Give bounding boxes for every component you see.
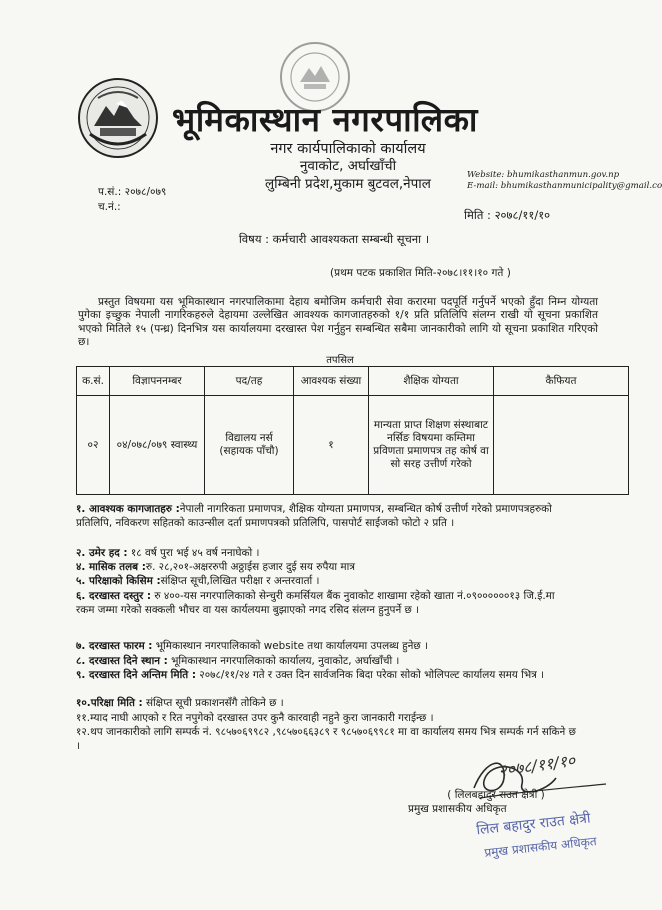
- notice-subject: विषय : कर्मचारी आवश्यकता सम्बन्धी सूचना ।: [238, 232, 430, 246]
- cell-adno: ०४/०७८/०७९ स्वास्थ्य: [110, 396, 205, 495]
- col-count: आवश्यक संख्या: [294, 367, 369, 396]
- table-header-row: [77, 367, 629, 396]
- col-adno: विज्ञापननम्बर: [110, 367, 205, 396]
- cell-sn: ०२: [77, 396, 110, 495]
- requirement-label: ९. दरखास्त दिने अन्तिम मिति :: [76, 669, 196, 681]
- signatory-name: ( लिलबहादुर राउत क्षेत्री ): [447, 789, 545, 801]
- letter-number: प.सं.: २०७८/०७९: [98, 186, 167, 198]
- table-row: [77, 396, 629, 495]
- dispatch-number: च.नं.:: [98, 201, 121, 213]
- stamp-signatory-title: प्रमुख प्रशासकीय अधिकृत: [483, 834, 598, 860]
- requirement-label: १०.परिक्षा मिति :: [76, 697, 143, 709]
- requirement-label: २. उमेर हद :: [76, 547, 128, 559]
- col-post: पद/तह: [205, 367, 294, 396]
- signatory-title: प्रमुख प्रशासकीय अधिकृत: [408, 803, 507, 815]
- requirement-label: १. आवश्यक कागजातहरु :: [76, 503, 180, 515]
- requirement-text: १२.थप जानकारीको लागि सम्पर्क नं. ९८५७०६९९८२ ,९८५७०६६३८९ र ९८५७०६९९८१ मा वा कार्यालय समय भित्र सम्पर्क गर्न सकिने छ ।: [76, 726, 576, 752]
- requirement-text: रु ४००-यस नगरपालिकाको सेन्चुरी कमर्सियल बैंक नुवाकोट शाखामा रहेको खाता नं.०९००००००१३ जि.ई.मा रकम जम्मा गरेको सक्कली भौचर वा यस कार्यलयमा बुझाएको नगद रसिद संलग्न हुनुपर्ने छ ।: [76, 590, 555, 616]
- notice-body-text: प्रस्तुत विषयमा यस भूमिकास्थान नगरपालिकामा देहाय बमोजिम कर्मचारी सेवा करारमा पदपूर्ति गर्नुपर्ने भएको हुँदा निम्न योग्यता पुगेका इच्छुक नेपाली नागरिकहरुले देहायमा उल्लेखित आवश्यक कागजातहरुको १/१ प्रति प्रतिलिपि संलग्न राखी यो सूचना प्रकाशित भएको मितिले १५ (पन्ध्र) दिनभित्र यस कार्यालयमा दरखास्त पेश गर्नुहुन सम्बन्धित सबैमा जानकारीको लागि यो सूचना प्रकाशित गरिएको छ।: [78, 296, 598, 349]
- requirement-item: [76, 655, 576, 669]
- requirement-label: ५. परिक्षाको किसिम :: [76, 575, 161, 587]
- website-text: Website: bhumikasthanmun.gov.np: [467, 170, 620, 180]
- notice-body: [78, 296, 598, 350]
- requirement-text: भूमिकास्थान नगरपालिकाको website तथा कार्यालयमा उपलब्ध हुनेछ ।: [152, 640, 428, 652]
- office-address: नुवाकोट, अर्घाखाँची: [299, 158, 397, 174]
- requirement-item: [76, 547, 576, 561]
- requirement-label: ६. दरखास्त दस्तुर :: [76, 590, 152, 602]
- requirement-text: संक्षिप्त सूची प्रकाशनसँगै तोकिने छ ।: [142, 697, 284, 709]
- requirement-item: [76, 575, 576, 589]
- requirement-label: ७. दरखास्त फारम :: [76, 640, 153, 652]
- publish-date-note: (प्रथम पटक प्रकाशित मिति-२०७८।११।१० गते ): [330, 267, 511, 279]
- cell-post: विद्यालय नर्स (सहायक पाँचौ): [205, 396, 294, 495]
- requirement-text: नेपाली नागरिकता प्रमाणपत्र, शैक्षिक योग्यता प्रमाणपत्र, सम्बन्धित कोर्ष उत्तीर्ण गरेको प्रमाणपत्रहरुको प्रतिलिपि, नविकरण सहितको काउन्सील दर्ता प्रमाणपत्रको प्रतिलिपि, पासपोर्ट साईजको फोटो २ प्रति ।: [76, 503, 552, 529]
- nepal-emblem-logo: [76, 76, 160, 160]
- requirement-item: [76, 640, 576, 654]
- requirement-label: ४. मासिक तलब :: [76, 561, 146, 573]
- office-province: लुम्बिनी प्रदेश,मुकाम बुटवल,नेपाल: [265, 176, 431, 192]
- stamp-signatory-name: लिल बहादुर राउत क्षेत्री: [475, 810, 592, 839]
- requirement-text: भूमिकास्थान नगरपालिकाको कार्यालय, नुवाकोट, अर्घाखाँची ।: [167, 655, 400, 667]
- requirement-item: [76, 712, 576, 726]
- requirement-label: ८. दरखास्त दिने स्थान :: [76, 655, 168, 667]
- signature-date: २०७८/११/१०: [497, 750, 577, 781]
- contact-info: [467, 170, 662, 192]
- cell-remarks: [494, 396, 629, 495]
- cell-qualification: मान्यता प्राप्त शिक्षण संस्थाबाट नर्सिङ विषयमा कम्तिमा प्रविणता प्रमाणपत्र तह कोर्ष वा सो सरह उत्तीर्ण गरेको: [369, 396, 494, 495]
- requirement-item: [76, 561, 576, 575]
- notice-date: मिति : २०७८/११/१०: [464, 208, 551, 222]
- requirement-item: [76, 697, 576, 711]
- col-qualification: शैक्षिक योग्यता: [369, 367, 494, 396]
- requirement-text: १८ वर्ष पुरा भई ४५ वर्ष ननाघेको ।: [127, 547, 260, 559]
- col-remarks: कैफियत: [494, 367, 629, 396]
- requirement-item: [76, 590, 576, 617]
- requirement-item: [76, 503, 576, 530]
- requirement-text: रु. २८,२०१-अक्षररुपी अठ्ठाईस हजार दुई सय रुपैया मात्र: [145, 561, 356, 573]
- office-name: नगर कार्यपालिकाको कार्यालय: [270, 141, 426, 157]
- requirement-text: संक्षिप्त सूची,लिखित परीक्षा र अन्तरवार्ता ।: [160, 575, 320, 587]
- requirement-text: २०७८/११/२४ गते र उक्त दिन सार्वजनिक बिदा परेका सोको भोलिपल्ट कार्यालय समय भित्र ।: [195, 669, 545, 681]
- requirement-text: ११.म्याद नाघी आएको र रित नपुगेको दरखास्त उपर कुनै कारवाही नहुने कुरा जानकारी गराईन्छ ।: [76, 712, 434, 724]
- col-sn: क.सं.: [77, 367, 110, 396]
- vacancy-table: [76, 366, 629, 495]
- table-caption: तपसिल: [326, 355, 354, 366]
- cell-count: १: [294, 396, 369, 495]
- municipality-name: भूमिकास्थान नगरपालिका: [172, 100, 478, 139]
- requirement-item: [76, 669, 576, 683]
- email-text: E-mail: bhumikasthanmunicipality@gmail.co: [467, 181, 662, 191]
